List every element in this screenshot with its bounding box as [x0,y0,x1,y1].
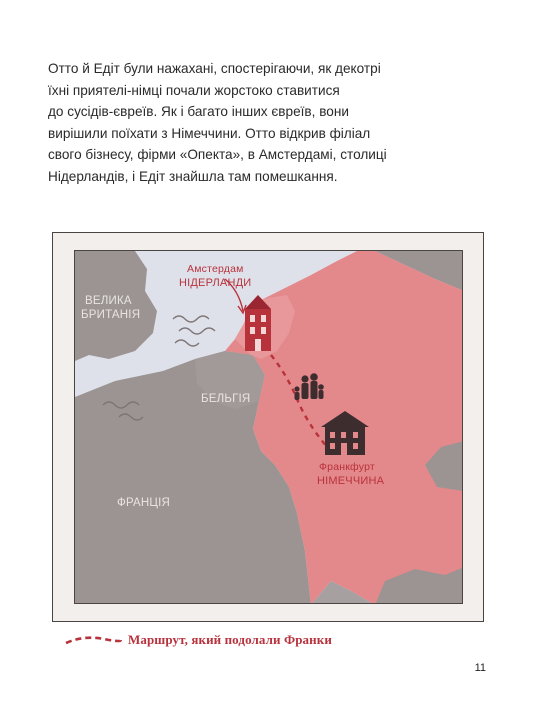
belgium-label: БЕЛЬГІЯ [201,393,251,405]
britain-label-line2: БРИТАНІЯ [81,309,141,321]
map-legend [64,630,332,650]
body-line: вирішили поїхати з Німеччини. Отто відкрив філіал [48,125,371,141]
france-label: ФРАНЦІЯ [117,497,171,509]
germany-label: НІМЕЧЧИНА [317,475,385,487]
body-line: Отто й Едіт були нажахані, спостерігаючи, як декотрі [48,61,381,76]
britain-label-line1: ВЕЛИКА [85,295,132,307]
body-line: свого бізнесу, фірми «Опекта», в Амстердамі, столиці [48,147,387,163]
page-number: 11 [474,662,486,674]
frankfurt-label: Франкфурт [319,461,375,473]
map-illustration [75,251,463,604]
netherlands-label: НІДЕРЛАНДИ [179,277,252,289]
legend-label: Маршрут, який подолали Франки [128,632,332,647]
route-legend-icon [64,633,122,647]
body-line: до сусідів-євреїв. Як і багато інших євреїв, вони [48,104,349,120]
body-line: Нідерландів, і Едіт знайшла там помешкання. [48,168,338,184]
amsterdam-label: Амстердам [187,263,244,275]
body-line: їхні приятелі-німці почали жорстоко ставитися [48,82,340,98]
body-paragraph [48,58,488,188]
route-map [74,250,463,604]
